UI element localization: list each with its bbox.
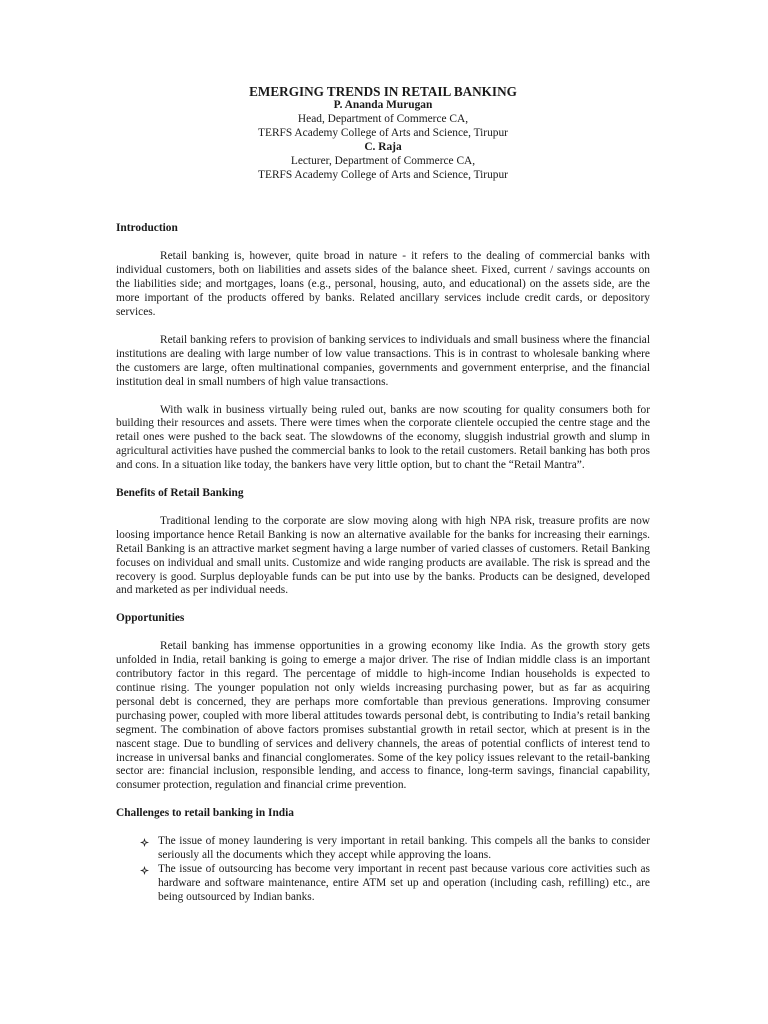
section-heading-benefits: Benefits of Retail Banking — [116, 487, 244, 500]
intro-paragraph-2: Retail banking refers to provision of banking services to individuals and small business where the financial institutions are dealing with large number of low value transactions. This is in contrast to wholesale banking where the customers are large, often multinational companies, governments and government enterprise, and the financial institution deal in small numbers of high value transactions. — [116, 333, 650, 388]
author-2-name: C. Raja — [364, 140, 402, 153]
author-2-institution: TERFS Academy College of Arts and Science, Tirupur — [258, 168, 508, 181]
author-1-name: P. Ananda Murugan — [333, 99, 433, 111]
author-1-institution: TERFS Academy College of Arts and Science, Tirupur — [258, 126, 508, 139]
list-item-text: The issue of money laundering is very important in retail banking. This compels all the banks to consider seriously all the documents which they accept while approving the loans. — [158, 835, 650, 862]
intro-paragraph-3: With walk in business virtually being ruled out, banks are now scouting for quality consumers both for building their resources and assets. There were times when the corporate clientele occupied the centre stage and the retail ones were pushed to the back seat. The slowdowns of the economy, sluggish industrial growth and slump in agricultural activities have pushed the commercial banks to look to the retail customers. Retail banking has both pros and cons. In a situation like today, the bankers have very little option, but to chant the “Retail Mantra”. — [116, 403, 650, 472]
bullet-icon — [140, 866, 149, 875]
author-1-role: Head, Department of Commerce CA, — [297, 112, 469, 125]
bullet-icon — [140, 838, 149, 847]
list-item — [116, 835, 650, 863]
section-heading-opportunities: Opportunities — [116, 612, 185, 625]
paper-title: EMERGING TRENDS IN RETAIL BANKING — [249, 84, 517, 99]
benefits-paragraph: Traditional lending to the corporate are slow moving along with high NPA risk, treasure profits are now loosing importance hence Retail Banking is now an alternative available for the banks for increasing their earnings. Retail Banking is an attractive market segment having a large number of varied classes of customers. Retail Banking focuses on individual and small units. Customize and wide ranging products are available. The risk is spread and the recovery is good. Surplus deployable funds can be put into use by the banks. Products can be designed, developed and marketed as per individual needs. — [116, 514, 650, 597]
paper-page — [116, 84, 650, 905]
author-2-role: Lecturer, Department of Commerce CA, — [290, 154, 476, 167]
section-heading-introduction: Introduction — [116, 222, 178, 235]
challenges-list — [116, 835, 650, 905]
intro-paragraph-1: Retail banking is, however, quite broad in nature - it refers to the dealing of commercial banks with individual customers, both on liabilities and assets sides of the balance sheet. Fixed, current / savings accounts on the liabilities side; and mortgages, loans (e.g., personal, housing, auto, and educational) on the assets side, are the more important of the products offered by banks. Related ancillary services include credit cards, or depository services. — [116, 250, 650, 318]
section-heading-challenges: Challenges to retail banking in India — [116, 807, 294, 820]
opportunities-paragraph: Retail banking has immense opportunities in a growing economy like India. As the growth story gets unfolded in India, retail banking is going to emerge a major driver. The rise of Indian middle class is an important contributory factor in this regard. The percentage of middle to high-income Indian households is expected to continue rising. The younger population not only wields increasing purchasing power, but as far as acquiring personal debt is concerned, they are perhaps more comfortable than previous generations. Improving consumer purchasing power, coupled with more liberal attitudes towards personal debt, is contributing to India’s retail banking segment. The combination of above factors promises substantial growth in retail sector, which at present is in the nascent stage. Due to bundling of services and delivery channels, the areas of potential conflicts of interest tend to increase in universal banks and financial conglomerates. Some of the key policy issues relevant to the retail-banking sector are: financial inclusion, responsible lending, and access to finance, long-term savings, financial capability, consumer protection, regulation and financial crime prevention. — [116, 640, 650, 792]
list-item-text: The issue of outsourcing has become very important in recent past because various core activities such as hardware and software maintenance, entire ATM set up and operation (including cash, refilling) etc., are being outsourced by Indian banks. — [158, 862, 650, 903]
list-item — [116, 863, 650, 905]
title-block — [116, 84, 650, 182]
